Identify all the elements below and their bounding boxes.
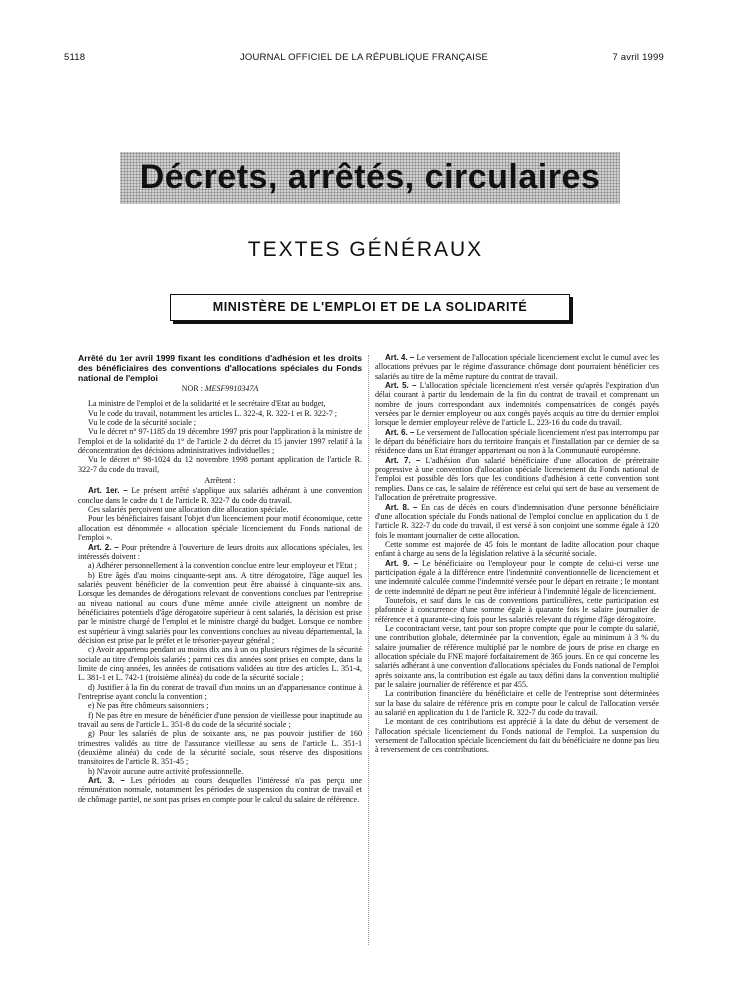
journal-title: JOURNAL OFFICIEL DE LA RÉPUBLIQUE FRANÇAISE: [239, 52, 489, 63]
decree-title: Arrêté du 1er avril 1999 fixant les conditions d'adhésion et les droits des bénéficiaires des conventions d'allocations spéciales du Fonds national de l'emploi: [78, 353, 362, 383]
item-a: a) Adhérer personnellement à la convention conclue entre leur employeur et l'Etat ;: [88, 561, 357, 571]
banner-title: Décrets, arrêtés, circulaires: [139, 158, 601, 196]
item-d: d) Justifier à la fin du contrat de travail d'un moins un an d'appartenance continue à l'entreprise ayant conclu la convention ;: [78, 682, 362, 701]
item-f: f) Ne pas être en mesure de bénéficier d'une pension de vieillesse pour inaptitude au travail au sens de l'article L. 351-8 du code de la sécurité sociale ;: [78, 710, 362, 730]
paragraph: Toutefois, et sauf dans le cas de conventions particulières, cette participation est plafonnée à concurrence d'une somme égale à quarante fois le salaire journalier de référence et à quarante-cinq fois pour les salariés relevant du régime d'âge dérogatoire.: [375, 595, 659, 624]
left-column: [78, 353, 362, 804]
column-divider: [368, 355, 369, 945]
paragraph: Vu le décret n° 98-1024 du 12 novembre 1998 portant application de l'article R. 322-7 du code du travail,: [78, 455, 362, 474]
section-title: TEXTES GÉNÉRAUX: [247, 238, 484, 261]
article-4: Art. 4. – Le versement de l'allocation spéciale licenciement exclut le cumul avec les allocations prévues par le régime d'assurance chômage dont pourraient bénéficier ces salariés au titre de la même rupture du contrat de travail.: [375, 353, 659, 381]
paragraph: Le cocontractant verse, tant pour son propre compte que pour le compte du salarié, une contribution globale, déterminée par la convention, égale au minimum à 3 % du salaire journalier de référence multiplié par le nombre de jours de prise en charge en allocation spéciale du FNE majoré forfaitairement de 365 jours. En ce qui concerne les salariés adhérant à une convention d'allocations spéciales du Fonds national de l'emploi après soixante ans, la contribution est égale au taux défini dans la convention multiplié par le salaire journalier de référence et par 455.: [375, 623, 659, 690]
item-b: b) Etre âgés d'au moins cinquante-sept ans. A titre dérogatoire, l'âge auquel les salariés peuvent bénéficier de la convention peut être abaissé à cinquante-six ans. Lorsque les demandes de dérogations relevant de conventions conclues par l'entreprise au niveau national au cours d'une même année civile atteignent un nombre de bénéficiaires potentiels d'âge dérogatoire supérieur à cent salariés, la décision est prise par le ministre chargé de l'emploi et le ministre chargé du budget. Lorsque ce nombre est supérieur à vingt salariés pour les conventions conclues au niveau départemental, la décision est prise par le préfet et le trésorier-payeur général ;: [78, 570, 362, 645]
article-3: Art. 3. – Les périodes au cours desquelles l'intéressé n'a pas perçu une rémunération normale, notamment les périodes de suspension du contrat de travail et de chômage partiel, ne sont pas prises en compte pour le calcul du salaire de référence.: [78, 776, 362, 804]
page-number: 5118: [64, 52, 86, 63]
paragraph: Pour les bénéficiaires faisant l'objet d'un licenciement pour motif économique, cette allocation est dénommée « allocation spéciale licenciement du Fonds national de l'emploi ».: [78, 514, 362, 543]
paragraph: La contribution financière du bénéficiaire et celle de l'entreprise sont déterminées sur la base du salaire de référence pris en compte pour le calcul de l'allocation versée au salarié en application du 1 de l'article R. 322-7 du code du travail.: [375, 689, 659, 718]
item-e: e) Ne pas être chômeurs saisonniers ;: [88, 701, 209, 711]
paragraph: Ces salariés perçoivent une allocation dite allocation spéciale.: [88, 505, 289, 515]
paragraph: Vu le code de la sécurité sociale ;: [88, 418, 197, 428]
item-c: c) Avoir appartenu pendant au moins dix ans à un ou plusieurs régimes de la sécurité sociale au titre d'emplois salariés ; parmi ces dix années sont prises en compte, dans la limite de cinq années, les années de cotisations validées au titre des articles L. 351-4, L. 381-1 et L. 742-1 (troisième alinéa) du code de la sécurité sociale ;: [78, 645, 362, 683]
ministry-box: MINISTÈRE DE L'EMPLOI ET DE LA SOLIDARITÉ: [170, 294, 570, 321]
item-h: h) N'avoir aucune autre activité professionnelle.: [88, 766, 244, 776]
paragraph: Le montant de ces contributions est apprécié à la date du début de versement de l'allocation spéciale licenciement du Fonds national de l'emploi. La suspension du versement de l'allocation spéciale licenciement du fait du bénéficiaire ne donne pas lieu à reversement de ces contributions.: [375, 717, 659, 755]
item-g: g) Pour les salariés de plus de soixante ans, ne pas pouvoir justifier de 160 trimestres validés au titre de l'assurance vieillesse au sens de l'article L. 351-1 (deuxième alinéa) du code de la sécurité sociale, sous réserve des dispositions transitoires de l'article R. 351-45 ;: [78, 729, 362, 767]
paragraph: La ministre de l'emploi et de la solidarité et le secrétaire d'Etat au budget,: [88, 399, 326, 409]
article-7: Art. 7. – L'adhésion d'un salarié bénéficiaire d'une allocation de préretraite progressive à une convention d'allocation spéciale licenciement du Fonds national de l'emploi est possible dès lors que les conditions d'adhésion à cette convention sont remplies. Dans ce cas, le salaire de référence est celui qui sert de base au versement de l'allocation de préretraite progressive.: [375, 455, 659, 503]
article-9: Art. 9. – Le bénéficiaire ou l'employeur pour le compte de celui-ci verse une participation égale à la différence entre l'indemnité conventionnelle de licenciement et une indemnité calculée comme l'indemnité versée pour le départ en retraite ; le montant de cette indemnité de départ ne peut être inférieur à l'indemnité légale de licenciement.: [375, 558, 660, 596]
article-1: Art. 1er. – Le présent arrêté s'applique aux salariés adhérant à une convention conclue dans le cadre du 1 de l'article R. 322-7 du code du travail.: [78, 486, 362, 505]
article-2: Art. 2. – Pour prétendre à l'ouverture de leurs droits aux allocations spéciales, les intéressés doivent :: [78, 542, 362, 561]
issue-date: 7 avril 1999: [612, 52, 664, 63]
article-5: Art. 5. – L'allocation spéciale licenciement n'est versée qu'après l'expiration d'un délai courant à partir du lendemain de la fin du contrat de travail et comprenant un nombre de jours correspondant aux indemnités compensatrices de congés payés versées par le dernier employeur ou aux congés payés acquis au titre du dernier emploi lorsque le dernier employeur relève de l'article L. 223-16 du code du travail.: [375, 381, 659, 428]
arretent: Arrêtent :: [204, 476, 236, 486]
article-8: Art. 8. – En cas de décès en cours d'indemnisation d'une personne bénéficiaire d'une allocation spéciale du Fonds national de l'emploi conclue en application du 1 de l'article R. 322-7 du code du travail, il est versé à son conjoint une somme égale à 120 fois le montant journalier de cette allocation.: [375, 502, 660, 540]
paragraph: Cette somme est majorée de 45 fois le montant de ladite allocation pour chaque enfant à charge au sens de la législation relative à la sécurité sociale.: [375, 539, 659, 559]
paragraph: Vu le code du travail, notamment les articles L. 322-4, R. 322-1 et R. 322-7 ;: [88, 408, 338, 418]
paragraph: Vu le décret n° 97-1185 du 19 décembre 1997 pris pour l'application à la ministre de l'emploi et de la solidarité du 1° de l'article 2 du décret du 15 janvier 1997 relatif à la déconcentration des décisions administratives individuelles ;: [78, 427, 362, 456]
right-column: [375, 353, 659, 755]
nor-reference: NOR : MESF9910347A: [181, 384, 259, 393]
article-6: Art. 6. – Le versement de l'allocation spéciale licenciement n'est pas interrompu par le départ du bénéficiaire hors du territoire français et l'installation par ce dernier de sa résidence dans un Etat étranger appartenant ou non à la Communauté européenne.: [375, 427, 659, 456]
